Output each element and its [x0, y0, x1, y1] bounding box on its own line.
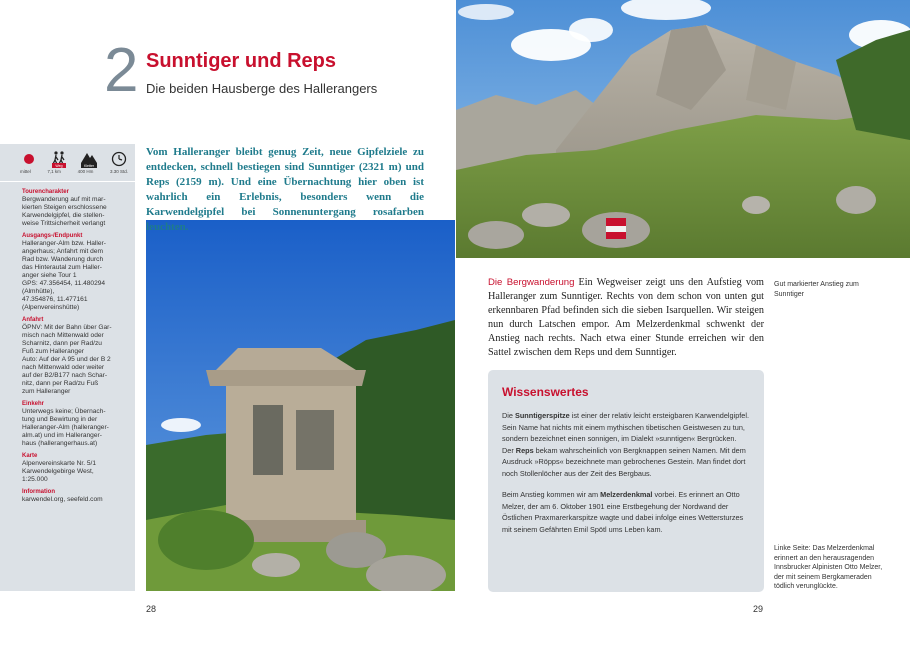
svg-text:Kletter: Kletter — [83, 164, 95, 168]
sidebar-line: zum Halleranger — [22, 388, 71, 395]
clock-icon — [110, 150, 128, 168]
sidebar-section — [22, 452, 129, 484]
sidebar-line: auf der B2/B177 nach Schar- — [22, 372, 108, 379]
sidebar-sections — [22, 188, 129, 504]
elevation-label: 400 Hm — [77, 169, 94, 174]
sidebar-section — [22, 316, 129, 396]
sidebar-section-body — [22, 324, 129, 396]
sidebar-divider — [0, 181, 135, 182]
sidebar-line: Alpenvereinskarte Nr. 5/1 — [22, 460, 97, 467]
sidebar-line: Bergwanderung auf mit mar- — [22, 196, 106, 203]
sidebar-line: Scharnitz, dann per Rad/zu — [22, 340, 102, 347]
sidebar-section-heading: Tourencharakter — [22, 189, 69, 195]
photo-caption-right: Gut markierter Anstieg zum Sunntiger — [774, 281, 859, 298]
sidebar-section — [22, 400, 129, 448]
hikers-icon — [50, 150, 68, 168]
sidebar-line: 1:25.000 — [22, 476, 48, 483]
sidebar-line: haus (hallerangerhaus.at) — [22, 440, 98, 447]
sidebar-line: Karwendelgipfel, die stellen- — [22, 212, 105, 219]
sidebar-section-body — [22, 196, 129, 228]
info-paragraph-2: Beim Anstieg kommen wir am Melzerdenkmal vorbei. Es erinnert an Otto Melzer, der am 6. Oktober 1901 eine Erstbegehung der Nordwand der Östlichen Praxmarerkarspitze wagte und dabei infolge eines Wettersturzes mit seinem Gefährten Emil Spötl ums Leben kam. — [502, 490, 744, 534]
photo-caption-left: Linke Seite: Das Melzerdenkmal erinnert an den herausragenden Innsbrucker Alpinisten Otto Melzer, der mit seinem Bergkameraden tödlich verunglückte. — [774, 545, 883, 590]
sidebar-section — [22, 488, 129, 504]
sidebar-line: Halleranger-Alm bzw. Haller- — [22, 240, 106, 247]
sidebar-line: kierten Steigen erschlossene — [22, 204, 107, 211]
sidebar-section-body — [22, 460, 129, 484]
sidebar-line: Karwendelgebirge West, — [22, 468, 94, 475]
route-text: Ein Wegweiser zeigt uns den Aufstieg vom Halleranger zum Sunntiger. Rechts von dem schon von unten gut erkennbaren Pfad befinden sich die sieben Isarquellen. Wir steigen nun durch Latschen empor. Am Melzerdenkmal schwenkt der Anstieg nach rechts. Nach etwa einer Stunde erreichen wir den Sattel zwischen dem Reps und dem Sunntiger. — [488, 277, 764, 358]
sidebar-line: 47.354876, 11.477161 — [22, 296, 88, 303]
route-description — [488, 276, 764, 360]
info-paragraph-1: Die Sunntigerspitze ist einer der relativ leicht ersteigbaren Karwendelgipfel. Sein Name hat nichts mit einem mythischen tibetischen Geistwesen zu tun, sondern bezeichnet einen sonnigen, im Dialekt »sunntigen« Bergrücken. Der Reps bekam wahrscheinlich von Bergknappen seinen Namen. Mit dem Ausdruck »Röpps« bezeichnete man gebrochenes Gestein. Man findet dort noch Stollenlöcher aus der Zeit des Bergbaus. — [502, 411, 749, 478]
tour-title: Sunntiger und Reps — [146, 50, 336, 72]
stats-labels — [20, 169, 128, 174]
sidebar-line: Halleranger-Alm (halleranger- — [22, 424, 109, 431]
sidebar-line: (Alpenvereinshütte) — [22, 304, 80, 311]
sidebar-line: Unterwegs keine; Übernach- — [22, 408, 106, 415]
tour-info-sidebar — [0, 144, 135, 591]
sidebar-section-body — [22, 496, 129, 504]
sidebar-line: das Hinterautal zum Haller- — [22, 264, 102, 271]
sidebar-section-heading: Anfahrt — [22, 317, 44, 323]
duration-label: 3.30 Std. — [109, 169, 128, 174]
sidebar-line: Rad bzw. Wanderung durch — [22, 256, 104, 263]
tour-subtitle: Die beiden Hausberge des Hallerangers — [146, 81, 378, 96]
distance-label: 7,1 km — [47, 169, 61, 174]
difficulty-label: mittel — [20, 169, 31, 174]
sidebar-line: (Almhütte), — [22, 288, 55, 295]
svg-text:Weg: Weg — [55, 164, 63, 168]
photo-mountain-trail — [456, 0, 910, 258]
sidebar-line: weise Trittsicherheit verlangt — [22, 220, 106, 227]
chapter-number: 2 — [104, 36, 139, 105]
sidebar-line: nach Mittenwald oder weiter — [22, 364, 105, 371]
route-lead: Die Bergwanderung — [488, 277, 575, 288]
sidebar-section-heading: Information — [22, 489, 55, 495]
sidebar-line: Fuß zum Halleranger — [22, 348, 84, 355]
sidebar-line: nitz, dann per Rad/zu Fuß — [22, 380, 99, 387]
mountain-icon — [80, 150, 98, 168]
sidebar-line: Auto: Auf der A 95 und der B 2 — [22, 356, 111, 363]
sidebar-section-heading: Einkehr — [22, 401, 45, 407]
sidebar-line: angerhaus; Anfahrt mit dem — [22, 248, 104, 255]
sidebar-line: ÖPNV: Mit der Bahn über Gar- — [22, 324, 112, 331]
term-melzerdenkmal: Melzerdenkmal — [600, 490, 653, 499]
sidebar-section-heading: Karte — [22, 453, 38, 459]
sidebar-line: tung und Bewirtung in der — [22, 416, 98, 423]
difficulty-dot-icon — [20, 150, 38, 168]
intro-text: Vom Halleranger bleibt genug Zeit, neue Gipfelziele zu entdecken, schnell bestiegen sind Sunntiger (2321 m) und Reps (2159 m). Und eine Übernachtung hier oben ist wahrlich ein Erlebnis, besonders wenn die Karwendelgipfel bei Sonnenuntergang rosafarben leuchten. — [146, 146, 424, 233]
stats-icon-row — [20, 150, 128, 168]
sidebar-section — [22, 188, 129, 228]
info-box-wissenswertes — [488, 370, 764, 592]
sidebar-section-heading: Ausgangs-/Endpunkt — [22, 233, 83, 239]
sidebar-section-body — [22, 408, 129, 448]
term-reps: Reps — [515, 445, 534, 455]
sidebar-section — [22, 232, 129, 312]
sidebar-line: GPS: 47.356454, 11.480294 — [22, 280, 106, 287]
sidebar-line: alm.at) und im Halleranger- — [22, 432, 102, 439]
sidebar-line: misch nach Mittenwald oder — [22, 332, 104, 339]
photo-melzer-memorial — [146, 220, 455, 591]
term-sunntigerspitze: Sunntigerspitze — [514, 411, 570, 420]
sidebar-section-body — [22, 240, 129, 312]
info-box-title: Wissenswertes — [502, 385, 589, 399]
sidebar-line: anger siehe Tour 1 — [22, 272, 77, 279]
sidebar-line: karwendel.org, seefeld.com — [22, 496, 103, 503]
page-number-right: 29 — [753, 604, 764, 614]
page-number-left: 28 — [146, 604, 157, 614]
